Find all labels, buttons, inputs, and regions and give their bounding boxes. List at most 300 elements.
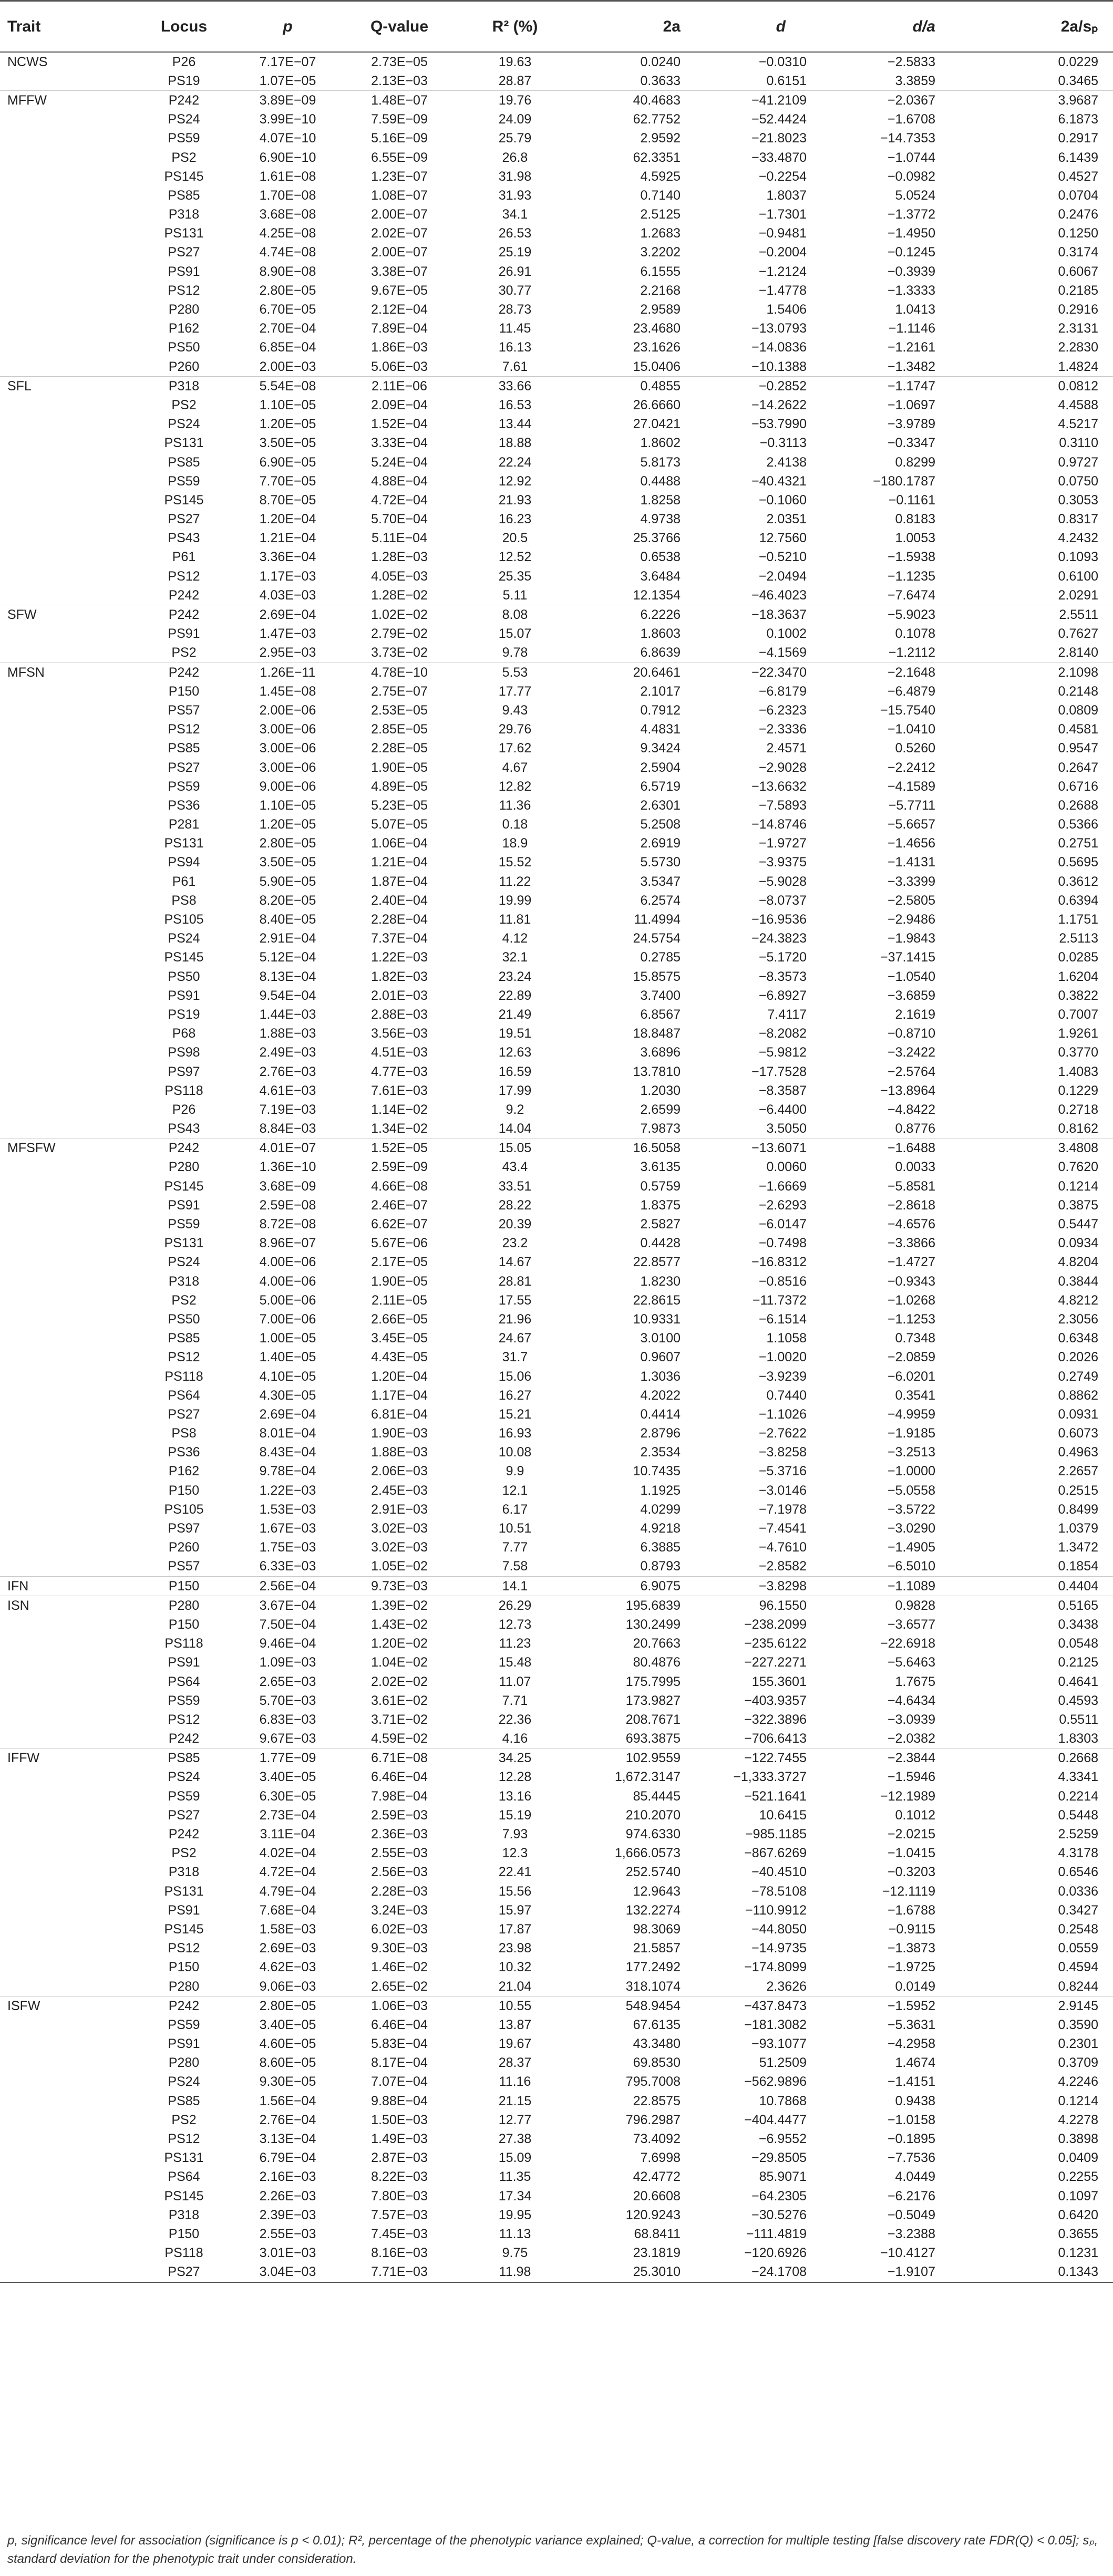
cell-d: −227.2271 xyxy=(744,1655,807,1670)
cell-q-value: 7.80E−03 xyxy=(371,2188,428,2203)
cell-trait: SFW xyxy=(0,605,131,625)
cell-p: 4.00E−06 xyxy=(259,1274,316,1289)
cell-p: 2.00E−06 xyxy=(259,702,316,718)
cell-d-over-a: −1.3333 xyxy=(887,283,935,298)
cell-q-value: 7.45E−03 xyxy=(371,2226,428,2241)
table-row xyxy=(0,396,1113,415)
cell-q-value: 1.48E−07 xyxy=(339,91,460,110)
cell-q-value: 1.28E−02 xyxy=(371,587,428,603)
cell-d-over-a: −1.4131 xyxy=(887,855,935,870)
table-row xyxy=(0,796,1113,815)
cell-d: −235.6122 xyxy=(744,1636,807,1651)
cell-d-over-a: −7.7536 xyxy=(887,2150,935,2166)
cell-locus: PS12 xyxy=(168,2132,200,2147)
cell-locus: PS118 xyxy=(164,1369,203,1384)
cell-locus: PS131 xyxy=(164,836,204,851)
cell-trait xyxy=(0,1443,131,1462)
cell-d: 96.1550 xyxy=(696,1596,822,1616)
cell-d-over-a: −2.1648 xyxy=(822,663,954,682)
cell-locus: P242 xyxy=(168,1731,200,1746)
cell-2a: 43.3480 xyxy=(633,2036,681,2052)
cell-2a-over-sp: 0.6394 xyxy=(1058,893,1098,908)
cell-p: 8.96E−07 xyxy=(259,1236,316,1251)
cell-2a: 42.4772 xyxy=(633,2169,681,2185)
cell-d-over-a: 1.7675 xyxy=(895,1674,935,1689)
cell-d: −0.8516 xyxy=(758,1274,807,1289)
cell-d: −93.1077 xyxy=(751,2036,807,2052)
cell-2a: 6.8639 xyxy=(640,645,681,660)
cell-d: −0.1060 xyxy=(758,492,807,508)
table-row xyxy=(0,2149,1113,2168)
cell-2a: 16.5058 xyxy=(570,1139,696,1158)
cell-2a: 0.6538 xyxy=(640,550,681,565)
cell-trait xyxy=(0,1291,131,1310)
cell-2a: 0.7912 xyxy=(640,702,681,718)
cell-p: 9.54E−04 xyxy=(259,988,316,1003)
cell-r2: 17.62 xyxy=(498,741,532,756)
cell-q-value: 2.85E−05 xyxy=(371,722,428,737)
cell-d-over-a: 0.1078 xyxy=(895,626,935,642)
cell-d-over-a: −1.9725 xyxy=(887,1960,935,1975)
cell-locus: P150 xyxy=(168,684,200,699)
table-row xyxy=(0,910,1113,929)
cell-2a-over-sp: 0.0812 xyxy=(954,377,1113,396)
cell-r2: 17.55 xyxy=(498,1292,532,1308)
cell-d-over-a: −1.6788 xyxy=(887,1902,935,1918)
cell-2a-over-sp: 0.8244 xyxy=(1058,1979,1098,1994)
cell-2a: 20.6461 xyxy=(570,663,696,682)
cell-r2: 16.13 xyxy=(498,340,532,355)
cell-d: −322.3896 xyxy=(744,1712,807,1727)
cell-2a-over-sp: 0.7627 xyxy=(1058,626,1098,642)
cell-2a: 3.7400 xyxy=(640,988,681,1003)
cell-p: 8.70E−05 xyxy=(259,492,316,508)
cell-d-over-a: 0.8776 xyxy=(895,1121,935,1136)
cell-trait xyxy=(0,510,131,529)
cell-2a: 3.2202 xyxy=(640,245,681,260)
cell-trait xyxy=(0,1253,131,1272)
cell-d: 2.4571 xyxy=(766,741,807,756)
cell-2a-over-sp: 0.7007 xyxy=(1058,1007,1098,1022)
cell-2a-over-sp: 0.3612 xyxy=(1058,874,1098,889)
cell-d: −5.1720 xyxy=(758,950,807,965)
table-footnote: p, significance level for association (significance is p < 0.01); R², percentage of the phenotypic variance explained; Q-value, a correction for multiple testing [false discovery rate FDR(Q) < 0.05]; sₚ, standard deviation for the phenotypic trait under consideration. xyxy=(7,2533,1098,2566)
cell-d: −1,333.3727 xyxy=(733,1770,807,1785)
table-row xyxy=(0,2225,1113,2243)
cell-r2: 12.73 xyxy=(498,1617,532,1632)
cell-locus: PS145 xyxy=(164,2188,204,2203)
cell-d: −3.8298 xyxy=(696,1577,822,1596)
cell-q-value: 8.22E−03 xyxy=(371,2169,428,2185)
cell-r2: 23.24 xyxy=(498,969,532,984)
cell-d: 2.3626 xyxy=(766,1979,807,1994)
cell-d-over-a: −5.9023 xyxy=(822,605,954,625)
cell-d: −11.7372 xyxy=(752,1292,807,1308)
cell-d-over-a: −4.2958 xyxy=(887,2036,935,2052)
cell-q-value: 2.56E−03 xyxy=(371,1865,428,1880)
cell-q-value: 2.13E−03 xyxy=(371,73,428,88)
cell-locus: PS105 xyxy=(164,1502,204,1517)
cell-r2: 19.63 xyxy=(498,54,532,69)
cell-2a-over-sp: 0.2125 xyxy=(1058,1655,1098,1670)
table-row xyxy=(0,2015,1113,2034)
cell-p: 4.61E−03 xyxy=(259,1083,316,1098)
cell-trait xyxy=(0,319,131,338)
cell-2a: 0.4414 xyxy=(640,1406,681,1422)
cell-d: −8.0737 xyxy=(758,893,807,908)
cell-2a-over-sp: 2.2830 xyxy=(1058,340,1098,355)
cell-r2: 12.82 xyxy=(498,779,532,794)
cell-r2: 11.35 xyxy=(499,2169,531,2185)
cell-2a-over-sp: 0.1214 xyxy=(1058,2093,1098,2108)
cell-locus: P150 xyxy=(168,1960,200,1975)
cell-d-over-a: −2.5805 xyxy=(887,893,935,908)
table-row xyxy=(0,2073,1113,2092)
cell-q-value: 2.73E−05 xyxy=(371,54,428,69)
cell-2a-over-sp: 0.0285 xyxy=(1058,950,1098,965)
header-q-value: Q-value xyxy=(339,1,460,53)
cell-p: 4.03E−03 xyxy=(259,587,316,603)
cell-2a-over-sp: 2.9145 xyxy=(954,1996,1113,2016)
cell-locus: PS85 xyxy=(168,741,200,756)
cell-2a-over-sp: 0.6546 xyxy=(1058,1865,1098,1880)
cell-d: −3.0146 xyxy=(758,1483,807,1498)
cell-2a: 2.3534 xyxy=(640,1445,681,1460)
cell-locus: PS85 xyxy=(168,2093,200,2108)
cell-p: 4.30E−05 xyxy=(259,1388,316,1403)
cell-locus: PS85 xyxy=(168,454,200,470)
cell-locus: PS43 xyxy=(168,1121,200,1136)
cell-2a: 173.9827 xyxy=(625,1693,681,1708)
cell-d-over-a: −5.8581 xyxy=(887,1178,935,1194)
cell-locus: PS91 xyxy=(168,1197,200,1213)
cell-2a: 974.6330 xyxy=(625,1827,681,1842)
cell-d: −21.8023 xyxy=(751,131,807,146)
cell-2a: 0.8793 xyxy=(640,1559,681,1574)
cell-d: 1.1058 xyxy=(766,1331,807,1346)
cell-d: −2.8582 xyxy=(758,1559,807,1574)
table-row xyxy=(0,1615,1113,1634)
cell-d: −7.4541 xyxy=(758,1521,807,1536)
cell-r2: 12.92 xyxy=(498,473,532,489)
cell-d-over-a: −1.0540 xyxy=(887,969,935,984)
table-row xyxy=(0,1081,1113,1100)
cell-q-value: 3.71E−02 xyxy=(371,1712,428,1727)
cell-p: 2.00E−03 xyxy=(259,359,316,374)
cell-trait xyxy=(0,1272,131,1291)
cell-d: 10.6415 xyxy=(759,1807,807,1823)
cell-p: 1.75E−03 xyxy=(259,1540,316,1555)
cell-q-value: 5.06E−03 xyxy=(371,359,428,374)
cell-q-value: 6.62E−07 xyxy=(371,1217,428,1232)
cell-p: 1.22E−03 xyxy=(259,1483,316,1498)
cell-locus: P260 xyxy=(168,1540,200,1555)
cell-d: −521.1641 xyxy=(744,1788,807,1804)
cell-trait xyxy=(0,1901,131,1920)
table-row xyxy=(0,2263,1113,2282)
cell-d: −24.1708 xyxy=(696,2263,822,2282)
cell-r2: 17.87 xyxy=(498,1921,532,1937)
cell-locus: PS85 xyxy=(168,188,200,203)
cell-2a: 25.3010 xyxy=(570,2263,696,2282)
cell-locus: P61 xyxy=(172,550,196,565)
table-row xyxy=(0,1500,1113,1519)
cell-q-value: 7.89E−04 xyxy=(371,321,428,336)
cell-locus: PS64 xyxy=(168,1388,200,1403)
table-row xyxy=(0,262,1113,281)
cell-p: 7.19E−03 xyxy=(259,1102,316,1117)
cell-r2: 4.12 xyxy=(502,931,528,946)
cell-d: −16.8312 xyxy=(751,1255,807,1270)
table-row xyxy=(0,300,1113,319)
cell-q-value: 1.14E−02 xyxy=(371,1102,428,1117)
cell-d-over-a: 0.0149 xyxy=(895,1979,935,1994)
cell-2a-over-sp: 0.8499 xyxy=(1058,1502,1098,1517)
cell-p: 4.07E−10 xyxy=(259,131,316,146)
cell-r2: 17.99 xyxy=(498,1083,532,1098)
cell-2a: 12.1354 xyxy=(633,587,681,603)
table-row xyxy=(0,1844,1113,1863)
cell-q-value: 7.98E−04 xyxy=(371,1788,428,1804)
table-row xyxy=(0,701,1113,720)
cell-p: 6.90E−10 xyxy=(259,150,316,165)
cell-p: 4.10E−05 xyxy=(259,1369,316,1384)
cell-2a-over-sp: 1.3472 xyxy=(1058,1540,1098,1555)
cell-2a: 177.2492 xyxy=(625,1960,681,1975)
cell-d-over-a: −1.5946 xyxy=(887,1770,935,1785)
cell-d-over-a: −10.4127 xyxy=(880,2246,935,2261)
cell-d-over-a: −7.6474 xyxy=(887,587,935,603)
table-row xyxy=(0,1787,1113,1806)
cell-q-value: 2.00E−07 xyxy=(371,207,428,222)
cell-q-value: 2.45E−03 xyxy=(371,1483,428,1498)
table-row xyxy=(0,148,1113,167)
cell-r2: 30.77 xyxy=(498,283,532,298)
cell-p: 1.61E−08 xyxy=(259,169,316,184)
table-row xyxy=(0,377,1113,396)
cell-p: 6.90E−05 xyxy=(259,454,316,470)
table-row xyxy=(0,1901,1113,1920)
cell-p: 1.77E−09 xyxy=(236,1749,339,1768)
cell-d: −8.2082 xyxy=(758,1026,807,1041)
cell-r2: 27.38 xyxy=(498,2132,532,2147)
table-row xyxy=(0,1215,1113,1234)
cell-2a-over-sp: 0.6348 xyxy=(1058,1331,1098,1346)
table-row xyxy=(0,2111,1113,2129)
cell-d: −3.8258 xyxy=(758,1445,807,1460)
cell-p: 5.90E−05 xyxy=(259,874,316,889)
table-row xyxy=(0,1462,1113,1481)
table-row xyxy=(0,243,1113,262)
cell-p: 1.40E−05 xyxy=(259,1350,316,1365)
cell-d-over-a: −2.5764 xyxy=(887,1064,935,1079)
table-row xyxy=(0,1730,1113,1749)
cell-locus: PS12 xyxy=(168,1712,200,1727)
cell-2a-over-sp: 0.2916 xyxy=(1058,302,1098,317)
cell-d-over-a: −1.5938 xyxy=(887,550,935,565)
cell-2a: 23.4680 xyxy=(633,321,681,336)
cell-d-over-a: −0.9115 xyxy=(888,1921,935,1937)
cell-d-over-a: −2.0382 xyxy=(887,1731,935,1746)
cell-2a-over-sp: 2.5259 xyxy=(1058,1827,1098,1842)
cell-locus: P162 xyxy=(168,321,200,336)
cell-trait xyxy=(0,453,131,472)
cell-q-value: 2.46E−07 xyxy=(371,1197,428,1213)
table-row xyxy=(0,853,1113,872)
cell-2a: 27.0421 xyxy=(633,417,681,432)
cell-q-value: 5.07E−05 xyxy=(371,817,428,832)
cell-r2: 9.75 xyxy=(502,2246,528,2261)
cell-d: −6.4400 xyxy=(758,1102,807,1117)
cell-p: 1.45E−08 xyxy=(259,684,316,699)
cell-p: 4.01E−07 xyxy=(236,1139,339,1158)
table-row xyxy=(0,1158,1113,1177)
cell-d: −5.3716 xyxy=(758,1464,807,1479)
cell-r2: 19.95 xyxy=(498,2207,532,2222)
cell-p: 7.17E−07 xyxy=(259,54,316,69)
cell-p: 8.84E−03 xyxy=(259,1121,316,1136)
cell-d: 0.6151 xyxy=(766,73,807,88)
cell-d-over-a: −3.6859 xyxy=(887,988,935,1003)
cell-r2: 18.88 xyxy=(498,436,532,451)
cell-p: 5.00E−06 xyxy=(259,1292,316,1308)
cell-2a: 22.8575 xyxy=(633,2093,681,2108)
cell-r2: 21.96 xyxy=(498,1311,532,1327)
table-row xyxy=(0,129,1113,148)
cell-r2: 13.87 xyxy=(498,2017,532,2032)
cell-2a-over-sp: 0.1093 xyxy=(1058,550,1098,565)
cell-p: 2.91E−04 xyxy=(259,931,316,946)
cell-p: 1.53E−03 xyxy=(259,1502,316,1517)
cell-locus: P242 xyxy=(131,1996,236,2016)
cell-d-over-a: −1.1747 xyxy=(822,377,954,396)
cell-locus: PS91 xyxy=(168,988,200,1003)
cell-2a: 796.2987 xyxy=(625,2112,681,2127)
cell-d-over-a: −1.9185 xyxy=(887,1426,935,1441)
cell-d: −4.7610 xyxy=(758,1540,807,1555)
cell-p: 6.70E−05 xyxy=(259,302,316,317)
cell-locus: PS131 xyxy=(164,436,204,451)
cell-d-over-a: −1.3482 xyxy=(887,359,935,374)
cell-q-value: 1.05E−02 xyxy=(371,1559,428,1574)
cell-d-over-a: 0.8183 xyxy=(895,512,935,527)
cell-p: 2.56E−04 xyxy=(236,1577,339,1596)
cell-locus: PS59 xyxy=(168,1788,200,1804)
cell-d: 0.0060 xyxy=(766,1160,807,1175)
cell-2a-over-sp: 4.3341 xyxy=(1058,1770,1098,1785)
cell-q-value: 1.49E−03 xyxy=(371,2132,428,2147)
cell-d-over-a: −1.0158 xyxy=(887,2112,935,2127)
cell-locus: P61 xyxy=(172,874,196,889)
cell-d-over-a: −3.2513 xyxy=(887,1445,935,1460)
cell-locus: PS118 xyxy=(164,1083,203,1098)
cell-locus: P318 xyxy=(168,207,200,222)
cell-locus: PS2 xyxy=(171,2112,197,2127)
cell-trait xyxy=(0,529,131,548)
cell-p: 8.60E−05 xyxy=(259,2055,316,2071)
cell-trait xyxy=(0,1634,131,1653)
cell-2a-over-sp: 0.3709 xyxy=(1058,2055,1098,2071)
cell-d-over-a: −1.1253 xyxy=(887,1311,935,1327)
cell-p: 8.72E−08 xyxy=(259,1217,316,1232)
table-row xyxy=(0,948,1113,967)
cell-locus: PS2 xyxy=(171,645,197,660)
cell-p: 2.16E−03 xyxy=(259,2169,316,2185)
cell-d: −2.6293 xyxy=(758,1197,807,1213)
cell-r2: 5.53 xyxy=(460,663,570,682)
cell-r2: 10.32 xyxy=(498,1960,532,1975)
cell-trait xyxy=(0,434,131,453)
cell-locus: PS27 xyxy=(168,245,200,260)
table-row xyxy=(0,929,1113,948)
cell-2a-over-sp: 0.1343 xyxy=(954,2263,1113,2282)
table-row xyxy=(0,71,1113,91)
cell-q-value: 2.28E−04 xyxy=(371,912,428,927)
cell-2a: 6.2226 xyxy=(570,605,696,625)
cell-locus: PS24 xyxy=(168,417,200,432)
cell-trait xyxy=(0,796,131,815)
cell-trait xyxy=(0,2263,131,2282)
cell-2a: 6.9075 xyxy=(570,1577,696,1596)
cell-locus: PS24 xyxy=(168,1770,200,1785)
cell-2a: 22.8577 xyxy=(633,1255,681,1270)
cell-q-value: 2.28E−03 xyxy=(371,1884,428,1899)
cell-locus: PS145 xyxy=(164,1921,204,1937)
cell-d: 10.7868 xyxy=(759,2093,807,2108)
cell-r2: 10.55 xyxy=(460,1996,570,2016)
cell-q-value: 1.21E−04 xyxy=(371,855,428,870)
cell-r2: 24.67 xyxy=(498,1331,532,1346)
cell-2a: 5.8173 xyxy=(640,454,681,470)
cell-2a: 318.1074 xyxy=(625,1979,681,1994)
cell-2a: 2.6301 xyxy=(640,798,681,813)
cell-locus: PS12 xyxy=(168,283,200,298)
cell-trait xyxy=(0,682,131,701)
table-row xyxy=(0,739,1113,758)
cell-2a-over-sp: 0.8862 xyxy=(1058,1388,1098,1403)
cell-r2: 21.04 xyxy=(498,1979,532,1994)
cell-2a-over-sp: 0.1854 xyxy=(1058,1559,1098,1574)
cell-locus: P242 xyxy=(131,663,236,682)
cell-r2: 7.77 xyxy=(502,1540,528,1555)
cell-d-over-a: −3.6577 xyxy=(887,1617,935,1632)
table-row xyxy=(0,1958,1113,1977)
cell-2a: 0.7140 xyxy=(640,188,681,203)
table-row xyxy=(0,1882,1113,1901)
cell-p: 1.70E−08 xyxy=(259,188,316,203)
cell-trait xyxy=(0,967,131,986)
cell-trait xyxy=(0,701,131,720)
cell-2a-over-sp: 0.3844 xyxy=(1058,1274,1098,1289)
table-row xyxy=(0,1806,1113,1825)
cell-p: 6.79E−04 xyxy=(259,2150,316,2166)
cell-q-value: 2.09E−04 xyxy=(371,397,428,412)
cell-trait xyxy=(0,110,131,129)
cell-d: −2.9028 xyxy=(758,760,807,775)
cell-q-value: 1.20E−04 xyxy=(371,1369,428,1384)
cell-r2: 13.44 xyxy=(498,417,532,432)
cell-d: −44.8050 xyxy=(751,1921,807,1937)
cell-p: 3.40E−05 xyxy=(259,2017,316,2032)
table-row xyxy=(0,1177,1113,1196)
cell-q-value: 3.56E−03 xyxy=(371,1026,428,1041)
cell-2a-over-sp: 0.5448 xyxy=(1058,1807,1098,1823)
cell-2a: 69.8530 xyxy=(633,2055,681,2071)
cell-locus: PS97 xyxy=(168,1064,200,1079)
cell-d-over-a: −0.3347 xyxy=(887,436,935,451)
cell-q-value: 2.11E−06 xyxy=(339,377,460,396)
cell-d-over-a: −12.1989 xyxy=(880,1788,935,1804)
